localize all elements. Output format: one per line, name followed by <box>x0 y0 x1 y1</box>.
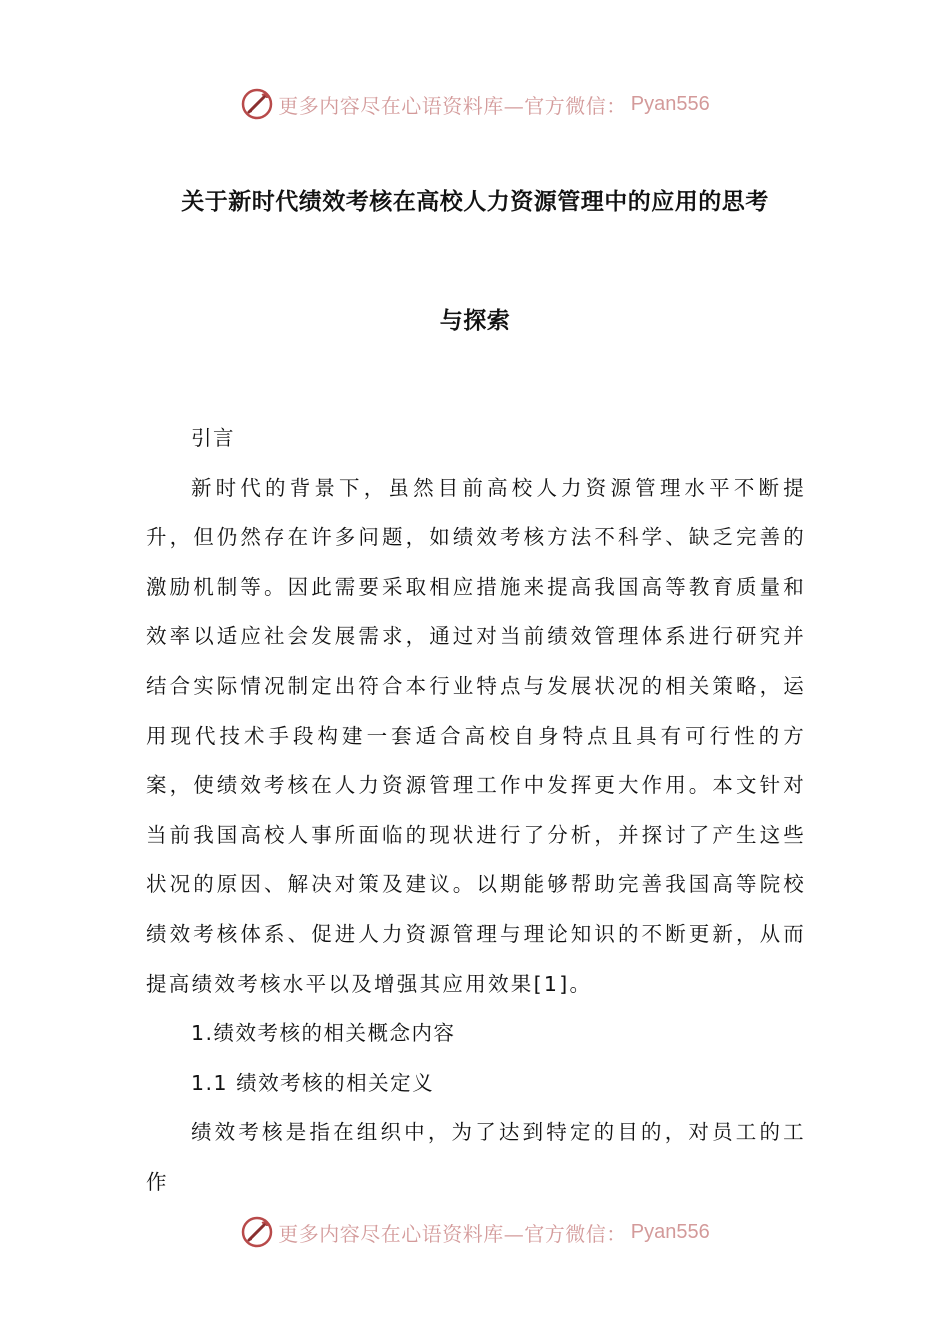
pen-circle-logo-icon <box>240 1215 274 1249</box>
subsection-heading: 1.1 绩效考核的相关定义 <box>191 1070 435 1095</box>
watermark-wechat-id: Pyan556 <box>630 1220 710 1243</box>
watermark-text: 更多内容尽在心语资料库—官方微信： <box>278 93 627 118</box>
document-body <box>146 414 806 1208</box>
watermark-text: 更多内容尽在心语资料库—官方微信： <box>278 1221 627 1246</box>
header-watermark <box>0 84 950 124</box>
document-title-line-2: 与探索 <box>439 308 511 334</box>
section-heading: 1.绩效考核的相关概念内容 <box>191 1021 456 1046</box>
body-paragraph: 新时代的背景下，虽然目前高校人力资源管理水平不断提升，但仍然存在许多问题，如绩效考核方法不科学、缺乏完善的激励机制等。因此需要采取相应措施来提高我国高等教育质量和效率以适应社会发展需求，通过对当前绩效管理体系进行研究并结合实际情况制定出符合本行业特点与发展状况的相关策略，运用现代技术手段构建一套适合高校自身特点且具有可行性的方案，使绩效考核在人力资源管理工作中发挥更大作用。本文针对当前我国高校人事所面临的现状进行了分析，并探讨了产生这些状况的原因、解决对策及建议。以期能够帮助完善我国高等院校绩效考核体系、促进人力资源管理与理论知识的不断更新，从而提高绩效考核水平以及增强其应用效果[1]。 <box>146 475 806 996</box>
footer-watermark <box>0 1212 950 1252</box>
document-title-line-1: 关于新时代绩效考核在高校人力资源管理中的应用的思考 <box>181 189 769 215</box>
pen-circle-logo-icon <box>240 87 274 121</box>
section-heading-intro: 引言 <box>191 426 235 450</box>
watermark-wechat-id: Pyan556 <box>630 92 710 115</box>
body-paragraph: 绩效考核是指在组织中，为了达到特定的目的，对员工的工作 <box>146 1120 806 1194</box>
